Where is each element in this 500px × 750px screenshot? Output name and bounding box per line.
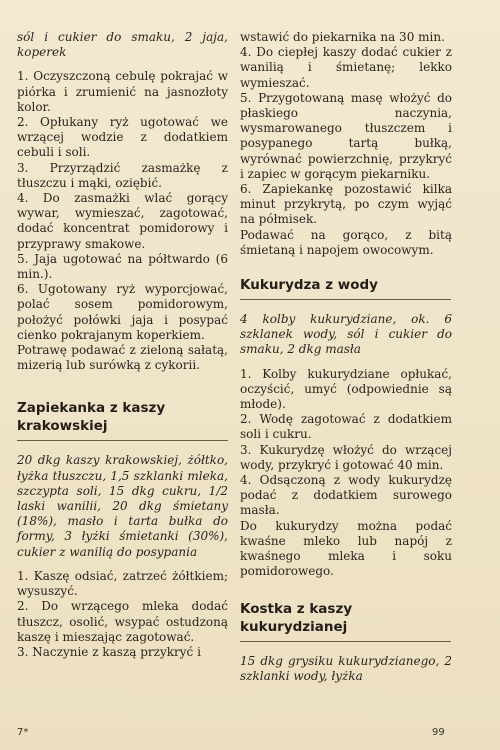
step-text: 2. Wodę zagotować z dodatkiem soli i cukru. [240,412,452,442]
recipe-title: Zapiekanka z kaszy krakowskiej [17,400,166,435]
recipe-ingredients: 4 kolby kukurydziane, ok. 6 szklanek wody, sól i cukier do smaku, 2 dkg masła [240,312,452,357]
recipe-title: Kukurydza z wody [240,277,378,294]
step-text: 6. Zapiekankę pozostawić kilka minut przykrytą, po czym wyjąć na półmisek. [240,182,452,227]
step-text: 4. Do zasmażki wlać gorący wywar, wymieszać, zagotować, dodać koncentrat pomidorowy i przyprawy smakowe. [17,191,228,251]
right-column [240,30,452,684]
recipe-title: Kostka z kaszy kukurydzianej [240,600,353,635]
step-text: 4. Odsączoną z wody kukurydzę podać z dodatkiem surowego masła. [240,473,452,518]
left-column [17,30,228,660]
title-rule [240,299,451,300]
page-number: 99 [432,727,445,738]
step-text: 2. Opłukany ryż ugotować we wrzącej wodzie z dodatkiem cebuli i soli. [17,115,228,160]
step-text: 3. Kukurydzę włożyć do wrzącej wody, przykryć i gotować 40 min. [240,442,452,472]
title-rule [17,440,228,441]
serving-note: Podawać na gorąco, z bitą śmietaną i napojem owocowym. [240,227,452,257]
step-text: wstawić do piekarnika na 30 min. [240,30,445,44]
recipe-ingredients: 15 dkg grysiku kukurydzianego, 2 szklanki wody, łyżka [240,653,452,683]
serving-note: Potrawę podawać z zieloną sałatą, mizerią lub surówką z cykorii. [17,343,228,373]
step-text: 2. Do wrzącego mleka dodać tłuszcz, osolić, wsypać ostudzoną kaszę i mieszając zagotować. [17,599,228,644]
step-text: 6. Ugotowany ryż wyporcjować, polać sosem pomidorowym, położyć połówki jaja i posypać cienko pokrajanym koperkiem. [17,282,228,342]
step-text: 4. Do ciepłej kaszy dodać cukier z wanilią i śmietanę; lekko wymieszać. [240,45,452,90]
signature-mark: 7* [17,727,29,738]
step-text: 3. Przyrządzić zasmażkę z tłuszczu i mąki, oziębić. [17,160,228,190]
step-text: 5. Przygotowaną masę włożyć do płaskiego naczynia, wysmarowanego tłuszczem i posypanego tartą bułką, wyrównać powierzchnię, przykryć i zapiec w gorącym piekarniku. [240,90,452,181]
step-text: 1. Kolby kukurydziane opłukać, oczyścić, umyć (odpowiednie są młode). [240,366,452,412]
step-text: 5. Jaja ugotować na półtwardo (6 min.). [17,251,228,282]
step-text: 3. Naczynie z kaszą przykryć i [17,644,201,659]
serving-note: Do kukurydzy można podać kwaśne mleko lub napój z kwaśnego mleka i soku pomidorowego. [240,518,452,579]
ingredients-tail: sól i cukier do smaku, 2 jaja, koperek [17,30,228,60]
title-rule [240,641,451,642]
recipe-ingredients: 20 dkg kaszy krakowskiej, żółtko, łyżka tłuszczu, 1,5 szklanki mleka, szczypta soli, 15 dkg cukru, 1/2 laski wanilii, 20 dkg śmietany (18%), masło i tarta bułka do formy, 3 łyżki śmietanki (30%), cukier z wanilią do posypania [17,453,228,559]
step-text: 1. Oczyszczoną cebulę pokrajać w piórka i zrumienić na jasnozłoty kolor. [17,69,228,114]
step-text: 1. Kaszę odsiać, zatrzeć żółtkiem; wysuszyć. [17,568,228,599]
